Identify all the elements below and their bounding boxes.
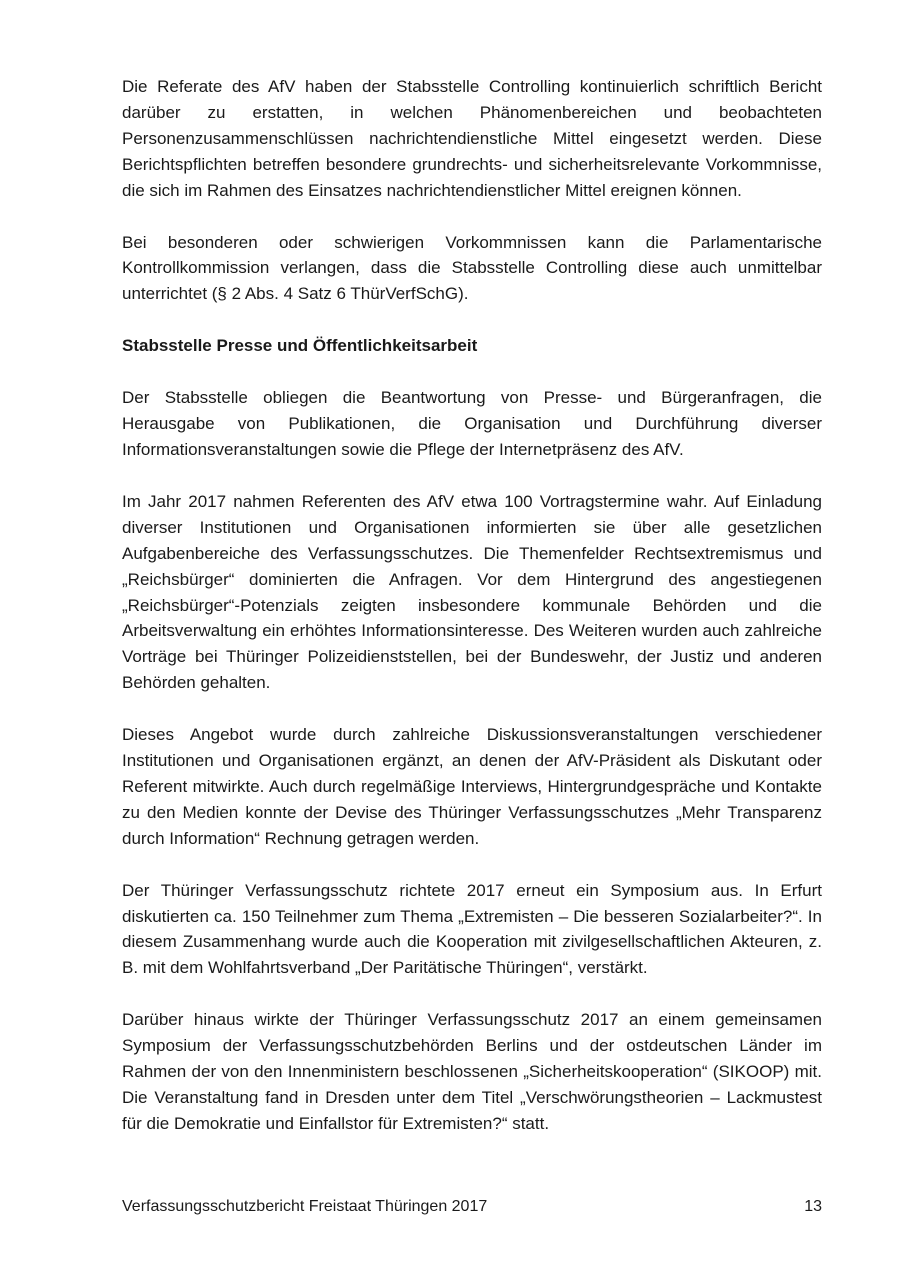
paragraph-controlling-reports: Die Referate des AfV haben der Stabsstelle Controlling kontinuierlich schriftlich Bericht darüber zu erstatten, in welchen Phänomenbereichen und beobachteten Personenzusammenschlüssen nachrichtendienstliche Mittel eingesetzt werden. Diese Berichtspflichten betreffen besondere grundrechts- und sicherheitsrelevante Vorkommnisse, die sich im Rahmen des Einsatzes nachrichtendienstlicher Mittel ereignen können. bbox=[122, 77, 822, 200]
footer-title: Verfassungsschutzbericht Freistaat Thüringen 2017 bbox=[122, 1198, 488, 1215]
paragraph-discussion-events: Dieses Angebot wurde durch zahlreiche Diskussionsveranstaltungen verschiedener Institutionen und Organisationen ergänzt, an denen der AfV-Präsident als Diskutant oder Referent mitwirkte. Auch durch regelmäßige Interviews, Hintergrundgespräche und Kontakte zu den Medien konnte der Devise des Thüringer Verfassungsschutzes „Mehr Transparenz durch Information“ Rechnung getragen werden. bbox=[122, 725, 822, 848]
paragraph-symposium-erfurt: Der Thüringer Verfassungsschutz richtete 2017 erneut ein Symposium aus. In Erfurt diskutierten ca. 150 Teilnehmer zum Thema „Extremisten – Die besseren Sozialarbeiter?“. In diesem Zusammenhang wurde auch die Kooperation mit zivilgesellschaftlichen Akteuren, z. B. mit dem Wohlfahrtsverband „Der Paritätische Thüringen“, verstärkt. bbox=[122, 880, 822, 978]
document-body bbox=[122, 74, 822, 1163]
paragraph-press-duties: Der Stabsstelle obliegen die Beantwortung von Presse- und Bürgeranfragen, die Herausgabe von Publikationen, die Organisation und Durchführung diverser Informationsveranstaltungen sowie die Pflege der Internetpräsenz des AfV. bbox=[122, 388, 822, 459]
page-number: 13 bbox=[804, 1198, 822, 1215]
page-footer bbox=[122, 1196, 822, 1218]
paragraph-parliamentary-commission: Bei besonderen oder schwierigen Vorkommnissen kann die Parlamentarische Kontrollkommission verlangen, dass die Stabsstelle Controlling diese auch unmittelbar unterrichtet (§ 2 Abs. 4 Satz 6 ThürVerfSchG). bbox=[122, 232, 822, 304]
section-heading-press: Stabsstelle Presse und Öffentlichkeitsarbeit bbox=[122, 336, 478, 356]
paragraph-symposium-dresden: Darüber hinaus wirkte der Thüringer Verfassungsschutz 2017 an einem gemeinsamen Symposium der Verfassungsschutzbehörden Berlins und der ostdeutschen Länder im Rahmen der von den Innenministern beschlossenen „Sicherheitskooperation“ (SIKOOP) mit. Die Veranstaltung fand in Dresden unter dem Titel „Verschwörungstheorien – Lackmustest für die Demokratie und Einfallstor für Extremisten?“ statt. bbox=[122, 1010, 822, 1133]
paragraph-lectures-2017: Im Jahr 2017 nahmen Referenten des AfV etwa 100 Vortragstermine wahr. Auf Einladung diverser Institutionen und Organisationen informierten sie über alle gesetzlichen Aufgabenbereiche des Verfassungsschutzes. Die Themenfelder Rechtsextremismus und „Reichsbürger“ dominierten die Anfragen. Vor dem Hintergrund des angestiegenen „Reichsbürger“-Potenzials zeigten insbesondere kommunale Behörden und die Arbeitsverwaltung ein erhöhtes Informationsinteresse. Des Weiteren wurden auch zahlreiche Vorträge bei Thüringer Polizeidienststellen, bei der Bundeswehr, der Justiz und anderen Behörden gehalten. bbox=[122, 491, 822, 693]
